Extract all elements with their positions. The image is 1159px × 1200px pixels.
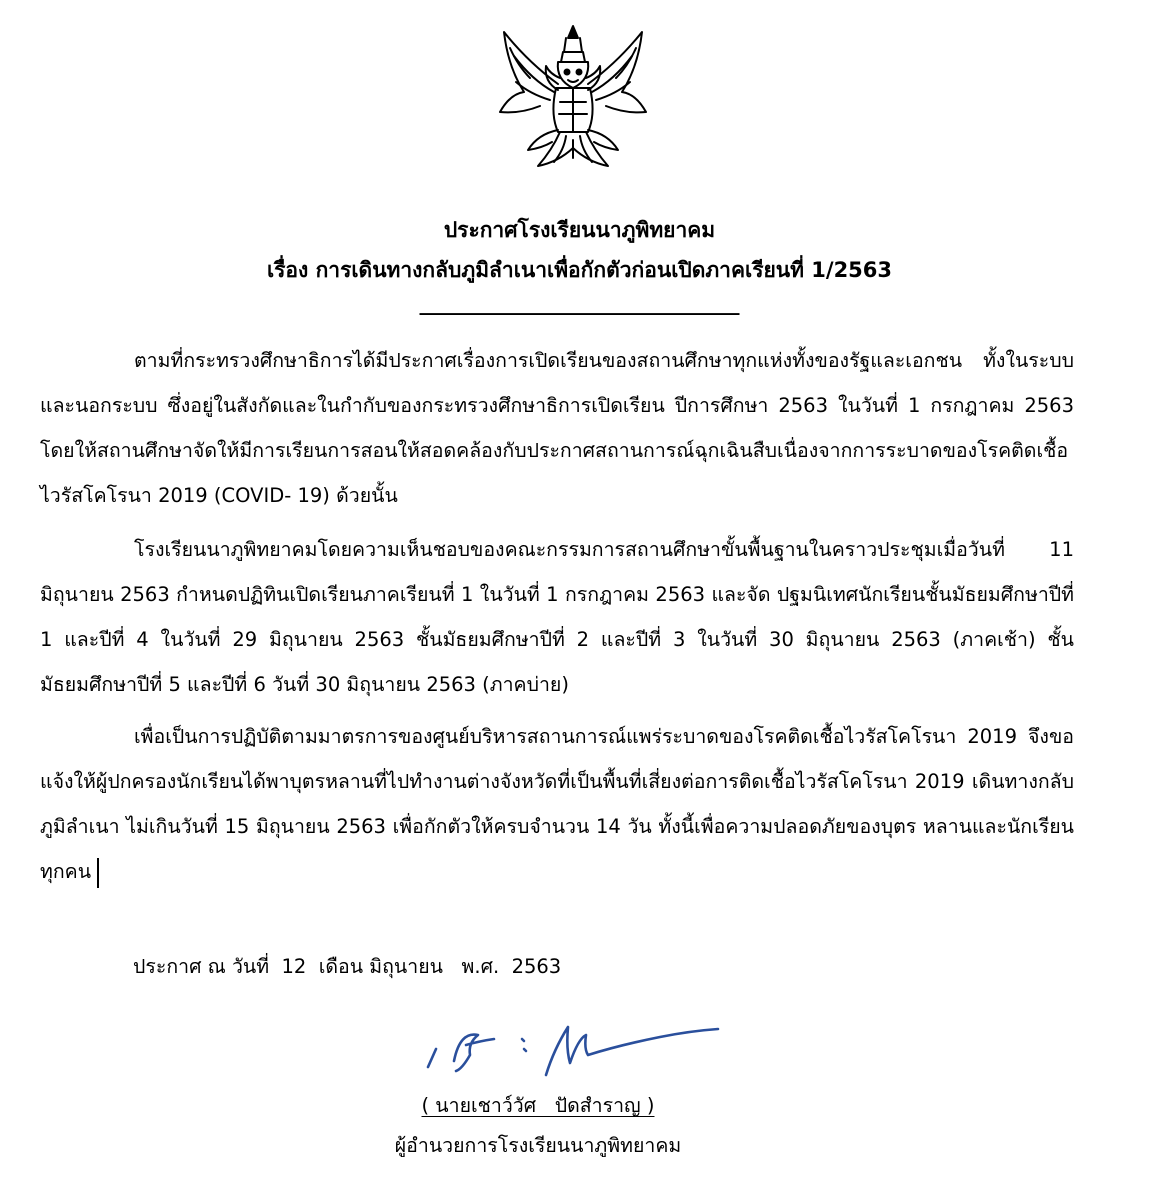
signature-block: [278, 1086, 798, 1166]
paragraph-school-reopening: [40, 338, 1074, 518]
announcement-title: ประกาศโรงเรียนนาภูพิทยาคม: [443, 218, 716, 242]
signature-icon: [420, 1005, 740, 1080]
heading-block: [0, 210, 1159, 316]
text-cursor: [97, 858, 99, 888]
garuda-emblem-icon: [488, 22, 658, 172]
paragraph-term-calendar: [40, 527, 1074, 707]
signatory-position: ผู้อำนวยการโรงเรียนนาภูพิทยาคม: [394, 1134, 682, 1157]
paragraph-text: เพื่อเป็นการปฏิบัติตามมาตรการของศูนย์บริหารสถานการณ์แพร่ระบาดของโรคติดเชื้อไวรัสโคโรนา 2019 จึงขอแจ้งให้ผู้ปกครองนักเรียนได้พาบุตรหลานที่ไปทำงานต่างจังหวัดที่เป็นพื้นที่เสี่ยงต่อการติดเชื้อไวรัสโคโรนา 2019 เดินทางกลับภูมิลำเนา ไม่เกินวันที่ 15 มิถุนายน 2563 เพื่อกักตัวให้ครบจำนวน 14 วัน ทั้งนี้เพื่อความปลอดภัยของบุตร หลานและนักเรียนทุกคน: [40, 725, 1074, 883]
subject-title: เรื่อง การเดินทางกลับภูมิลำเนาเพื่อกักตัวก่อนเปิดภาคเรียนที่ 1/2563: [266, 258, 893, 282]
announcement-date: ประกาศ ณ วันที่ 12 เดือน มิถุนายน พ.ศ. 2563: [133, 955, 562, 978]
heading-rule: ________________________________: [419, 291, 740, 315]
paragraph-quarantine-notice: [40, 714, 1074, 894]
paragraph-text: โรงเรียนนาภูพิทยาคมโดยความเห็นชอบของคณะกรรมการสถานศึกษาขั้นพื้นฐานในคราวประชุมเมื่อวันที่ 11 มิถุนายน 2563 กำหนดปฏิทินเปิดเรียนภาคเรียนที่ 1 ในวันที่ 1 กรกฎาคม 2563 และจัด ปฐมนิเทศนักเรียนชั้นมัธยมศึกษาปีที่ 1 และปีที่ 4 ในวันที่ 29 มิถุนายน 2563 ชั้นมัธยมศึกษาปีที่ 2 และปีที่ 3 ในวันที่ 30 มิถุนายน 2563 (ภาคเช้า) ชั้นมัธยมศึกษาปีที่ 5 และปีที่ 6 วันที่ 30 มิถุนายน 2563 (ภาคบ่าย): [40, 538, 1074, 696]
paragraph-text: ตามที่กระทรวงศึกษาธิการได้มีประกาศเรื่องการเปิดเรียนของสถานศึกษาทุกแห่งทั้งของรัฐและเอกชน ทั้งในระบบและนอกระบบ ซึ่งอยู่ในสังกัดและในกำกับของกระทรวงศึกษาธิการเปิดเรียน ปีการศึกษา 2563 ในวันที่ 1 กรกฎาคม 2563 โดยให้สถานศึกษาจัดให้มีการเรียนการสอนให้สอดคล้องกับประกาศสถานการณ์ฉุกเฉินสืบเนื่องจากการระบาดของโรคติดเชื้อไวรัสโคโรนา 2019 (COVID- 19) ด้วยนั้น: [40, 349, 1074, 507]
signatory-name: ( นายเชาว์วัศ ปัดสำราญ ): [421, 1094, 655, 1117]
